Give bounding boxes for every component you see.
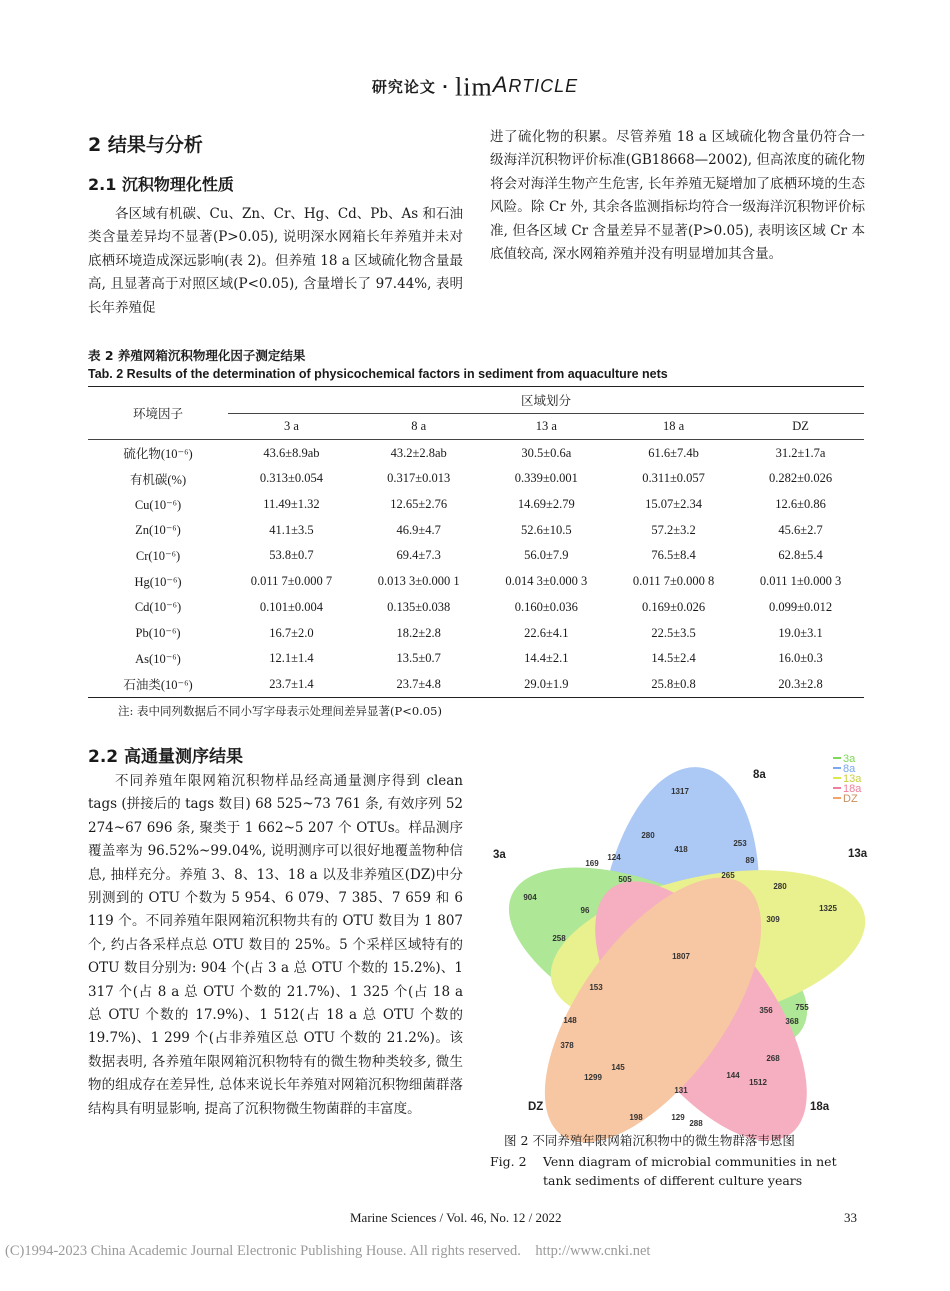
count-1807: 1807 bbox=[672, 952, 690, 961]
table-col-header: 8 a bbox=[355, 413, 483, 440]
table-cell: 14.5±2.4 bbox=[651, 651, 696, 666]
table-cell: 43.2±2.8ab bbox=[390, 445, 447, 460]
paragraph-left: 各区域有机碳、Cu、Zn、Cr、Hg、Cd、Pb、As 和石油类含量差异均不显著(P>0.05), 说明深水网箱长年养殖并未对底栖环境造成深远影响(表 2)。但养殖 18 a 区域硫化物含量最高, 且显著高于对照区域(P<0.05), 含量增长了 97.44%, 表明长年养殖促 bbox=[88, 206, 463, 316]
count-368: 368 bbox=[785, 1017, 799, 1026]
table-caption-cn: 表 2 养殖网箱沉积物理化因子测定结果 bbox=[88, 348, 306, 363]
table-cell: 53.8±0.7 bbox=[269, 548, 314, 563]
table-cell: 0.313±0.054 bbox=[259, 471, 324, 486]
table-cell: 12.1±1.4 bbox=[269, 651, 314, 666]
table-cell: 16.7±2.0 bbox=[269, 625, 314, 640]
table-row bbox=[88, 492, 864, 518]
table-cell: 11.49±1.32 bbox=[263, 497, 320, 512]
section-heading: 2 结果与分析 bbox=[88, 134, 203, 156]
table-cell: 22.6±4.1 bbox=[524, 625, 569, 640]
table-cell: 56.0±7.9 bbox=[524, 548, 569, 563]
table-cell: 18.2±2.8 bbox=[396, 625, 441, 640]
count-124: 124 bbox=[607, 853, 621, 862]
row-label: Hg(10⁻⁶) bbox=[134, 574, 182, 589]
table-header-group: 区域划分 bbox=[228, 387, 864, 414]
table-row bbox=[88, 440, 864, 466]
count-131: 131 bbox=[674, 1086, 688, 1095]
table-row bbox=[88, 466, 864, 492]
table-cell: 43.6±8.9ab bbox=[263, 445, 320, 460]
count-280b: 280 bbox=[773, 882, 787, 891]
table-cell: 45.6±2.7 bbox=[778, 522, 823, 537]
table-cell: 0.169±0.026 bbox=[642, 599, 706, 614]
legend-dz: DZ bbox=[843, 793, 858, 805]
count-144: 144 bbox=[726, 1071, 740, 1080]
count-755: 755 bbox=[795, 1003, 809, 1012]
row-label: 硫化物(10⁻⁶) bbox=[123, 447, 193, 462]
count-145: 145 bbox=[611, 1063, 625, 1072]
row-label: Cu(10⁻⁶) bbox=[134, 497, 182, 512]
table-cell: 16.0±0.3 bbox=[778, 651, 823, 666]
subsection-heading: 2.1 沉积物理化性质 bbox=[88, 175, 234, 194]
table-row bbox=[88, 543, 864, 569]
table-cell: 41.1±3.5 bbox=[269, 522, 314, 537]
table-cell: 0.011 1±0.000 3 bbox=[759, 574, 842, 589]
table-cell: 0.311±0.057 bbox=[642, 471, 705, 486]
table-cell: 57.2±3.2 bbox=[651, 522, 696, 537]
journal-logo: lim bbox=[455, 72, 493, 102]
row-label: 有机碳(%) bbox=[129, 472, 187, 487]
count-dz-only: 1299 bbox=[584, 1073, 602, 1082]
table-cell: 0.099±0.012 bbox=[768, 599, 833, 614]
label-18a: 18a bbox=[810, 1101, 830, 1113]
table-cell: 0.101±0.004 bbox=[259, 599, 324, 614]
table-cell: 22.5±3.5 bbox=[651, 625, 696, 640]
table-cell: 29.0±1.9 bbox=[483, 672, 611, 698]
table-cell: 0.317±0.013 bbox=[387, 471, 451, 486]
table-cell: 23.7±4.8 bbox=[355, 672, 483, 698]
table-cell: 0.160±0.036 bbox=[514, 599, 578, 614]
count-89: 89 bbox=[745, 856, 755, 865]
count-3a-only: 904 bbox=[523, 893, 537, 902]
table-cell: 20.3±2.8 bbox=[737, 672, 864, 698]
article-label: ARTICLE bbox=[492, 72, 579, 97]
count-148: 148 bbox=[563, 1016, 577, 1025]
row-label: Cd(10⁻⁶) bbox=[134, 600, 182, 615]
legend-3a: 3a bbox=[843, 753, 856, 765]
table-header-factor: 环境因子 bbox=[88, 387, 228, 440]
section-label: 研究论文 · bbox=[371, 78, 449, 96]
table-cell: 12.65±2.76 bbox=[390, 497, 448, 512]
table-cell: 0.011 7±0.000 7 bbox=[250, 574, 333, 589]
table-cell: 61.6±7.4b bbox=[648, 445, 699, 460]
table-cell: 30.5±0.6a bbox=[521, 445, 572, 460]
count-356: 356 bbox=[759, 1006, 773, 1015]
table-row bbox=[88, 620, 864, 646]
count-13a-only: 1325 bbox=[819, 904, 837, 913]
label-3a: 3a bbox=[493, 849, 506, 861]
count-129: 129 bbox=[671, 1113, 685, 1122]
table-col-header: 3 a bbox=[228, 413, 355, 440]
label-8a: 8a bbox=[753, 769, 766, 781]
table-col-header: 13 a bbox=[483, 413, 611, 440]
table-cell: 14.69±2.79 bbox=[517, 497, 575, 512]
table-cell: 0.013 3±0.000 1 bbox=[377, 574, 460, 589]
data-table bbox=[88, 386, 864, 698]
table-row bbox=[88, 595, 864, 621]
paragraph-right: 进了硫化物的积累。尽管养殖 18 a 区域硫化物含量仍符合一级海洋沉积物评价标准(GB18668—2002), 但高浓度的硫化物将会对海洋生物产生危害, 长年养殖无疑增加了底栖环境的生态风险。除 Cr 外, 其余各监测指标均符合一级海洋沉积物评价标准, 但各区域 Cr 含量差异不显著(P>0.05), 表明该区域 Cr 本底值较高, 深水网箱养殖并没有明显增加其含量。 bbox=[490, 129, 865, 263]
venn-diagram bbox=[488, 748, 873, 1128]
table-col-header: 18 a bbox=[610, 413, 737, 440]
count-268: 268 bbox=[766, 1054, 780, 1063]
table-row bbox=[88, 569, 864, 595]
table-cell: 0.339±0.001 bbox=[514, 471, 578, 486]
row-label: Zn(10⁻⁶) bbox=[135, 523, 181, 538]
count-169: 169 bbox=[585, 859, 599, 868]
count-418: 418 bbox=[674, 845, 688, 854]
table-cell: 62.8±5.4 bbox=[778, 548, 823, 563]
row-label: Cr(10⁻⁶) bbox=[135, 548, 181, 563]
table-cell: 0.282±0.026 bbox=[768, 471, 833, 486]
table-note: 注: 表中同列数据后不同小写字母表示处理间差异显著(P<0.05) bbox=[118, 704, 442, 718]
count-96: 96 bbox=[580, 906, 590, 915]
count-309: 309 bbox=[766, 915, 780, 924]
count-258: 258 bbox=[552, 934, 566, 943]
row-label: As(10⁻⁶) bbox=[135, 651, 181, 666]
row-label: 石油类(10⁻⁶) bbox=[88, 672, 228, 698]
count-378: 378 bbox=[560, 1041, 574, 1050]
table-col-header: DZ bbox=[737, 413, 864, 440]
count-265: 265 bbox=[721, 871, 735, 880]
table-cell: 0.011 7±0.000 8 bbox=[632, 574, 715, 589]
table-cell: 31.2±1.7a bbox=[775, 445, 826, 460]
table-row bbox=[88, 646, 864, 672]
table-cell: 69.4±7.3 bbox=[396, 548, 441, 563]
paragraph-sequencing: 不同养殖年限网箱沉积物样品经高通量测序得到 clean tags (拼接后的 tags 数目) 68 525~73 761 条, 有效序列 52 274~67 696 条, 聚类于 1 662~5 207 个 OTUs。样品测序覆盖率为 96.52%~99.04%, 说明测序可以很好地覆盖物种信息, 抽样充分。养殖 3、8、13、18 a 以及非养殖区(DZ)中分别测到的 OTU 个数为 5 954、6 079、7 385、7 659 和 6 119 个。不同养殖年限网箱沉积物共有的 OTU 数目为 1 807 个, 约占各采样点总 OTU 数目的 25%。5 个采样区域特有的 OTU 数目分别为: 904 个(占 3 a 总 OTU 个数的 15.2%)、1 317 个(占 8 a 总 OTU 个数的 21.7%)、1 325 个(占 18 a 总 OTU 个数的 17.9%)、1 512(占 18 a 总 OTU 个数的 19.7%)、1 299 个(占非养殖区总 OTU 个数的 21.2%)。该数据表明, 各养殖年限网箱沉积物特有的微生物种类较多, 微生物的组成存在差异性, 总体来说长年养殖对网箱沉积物细菌群落结构具有明显影响, 提高了沉积物微生物菌群的丰富度。 bbox=[88, 773, 463, 1117]
table-row bbox=[88, 517, 864, 543]
count-198: 198 bbox=[629, 1113, 643, 1122]
table-cell: 0.135±0.038 bbox=[387, 599, 451, 614]
table-cell: 25.8±0.8 bbox=[610, 672, 737, 698]
legend-8a: 8a bbox=[843, 763, 856, 775]
table-row bbox=[88, 672, 864, 698]
table-cell: 12.6±0.86 bbox=[775, 497, 826, 512]
table-cell: 52.6±10.5 bbox=[521, 522, 572, 537]
table-caption-en: Tab. 2 Results of the determination of physicochemical factors in sediment from aquaculture nets bbox=[88, 367, 668, 381]
table-cell: 76.5±8.4 bbox=[651, 548, 696, 563]
count-280a: 280 bbox=[641, 831, 655, 840]
legend-18a: 18a bbox=[843, 783, 862, 795]
label-dz: DZ bbox=[528, 1101, 544, 1113]
count-153: 153 bbox=[589, 983, 603, 992]
table-cell: 46.9±4.7 bbox=[396, 522, 441, 537]
table-cell: 19.0±3.1 bbox=[778, 625, 823, 640]
subsection-heading-2: 2.2 高通量测序结果 bbox=[88, 747, 244, 767]
legend-13a: 13a bbox=[843, 773, 862, 785]
page-number: 33 bbox=[844, 1210, 857, 1225]
table-cell: 0.014 3±0.000 3 bbox=[505, 574, 588, 589]
label-13a: 13a bbox=[848, 848, 868, 860]
row-label: Pb(10⁻⁶) bbox=[135, 626, 181, 641]
count-8a-only: 1317 bbox=[671, 787, 689, 796]
journal-footer: Marine Sciences / Vol. 46, No. 12 / 2022 bbox=[350, 1210, 562, 1225]
count-253: 253 bbox=[733, 839, 747, 848]
table-cell: 14.4±2.1 bbox=[524, 651, 569, 666]
count-18a-only: 1512 bbox=[749, 1078, 767, 1087]
figure-caption-en: Fig. 2 Venn diagram of microbial communities in net tank sediments of different culture years bbox=[490, 1154, 837, 1188]
table-cell: 15.07±2.34 bbox=[645, 497, 703, 512]
venn-legend bbox=[833, 753, 862, 805]
table-cell: 23.7±1.4 bbox=[228, 672, 355, 698]
copyright-notice: (C)1994-2023 China Academic Journal Electronic Publishing House. All rights reserved. http://www.cnki.net bbox=[5, 1243, 651, 1259]
figure-caption-cn: 图 2 不同养殖年限网箱沉积物中的微生物群落韦恩图 bbox=[504, 1133, 795, 1148]
count-288: 288 bbox=[689, 1119, 703, 1128]
count-505: 505 bbox=[618, 875, 632, 884]
running-header bbox=[0, 72, 950, 103]
table-cell: 13.5±0.7 bbox=[396, 651, 441, 666]
